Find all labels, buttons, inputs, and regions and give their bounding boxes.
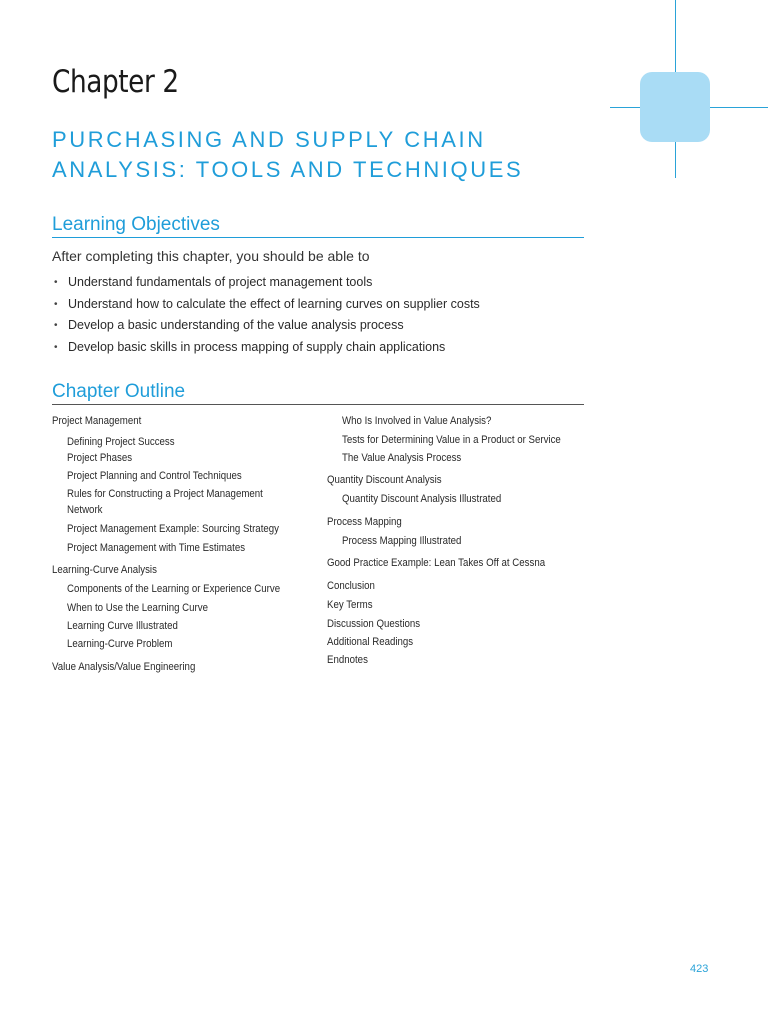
outline-subsection: Project Management with Time Estimates (67, 542, 246, 554)
outline-section: Key Terms (327, 599, 373, 611)
outline-subsection: Learning Curve Illustrated (67, 620, 178, 632)
objective-item: • Develop a basic understanding of the value analysis process (52, 315, 480, 337)
chapter-label: Chapter 2 (52, 64, 179, 100)
outline-section: Endnotes (327, 654, 368, 666)
outline-subsection: Project Planning and Control Techniques (67, 470, 242, 482)
chapter-outline-heading: Chapter Outline (52, 381, 584, 405)
page-number: 423 (690, 963, 709, 975)
outline-subsection: When to Use the Learning Curve (67, 602, 208, 614)
learning-objectives-heading: Learning Objectives (52, 214, 584, 238)
outline-subsection: The Value Analysis Process (342, 452, 462, 464)
outline-section: Good Practice Example: Lean Takes Off at Cessna (327, 557, 546, 569)
outline-section: Value Analysis/Value Engineering (52, 661, 196, 673)
outline-section: Additional Readings (327, 636, 414, 648)
objectives-intro: After completing this chapter, you should be able to (52, 248, 370, 264)
outline-section: Project Management (52, 415, 142, 427)
outline-subsection: Who Is Involved in Value Analysis? (342, 415, 492, 427)
outline-section: Conclusion (327, 580, 375, 592)
outline-subsection: Project Phases (67, 452, 133, 464)
objectives-list (52, 272, 480, 359)
outline-subsection: Learning-Curve Problem (67, 638, 173, 650)
outline-subsection: Project Management Example: Sourcing Strategy (67, 523, 279, 535)
outline-subsection: Components of the Learning or Experience Curve (67, 583, 281, 595)
outline-subsection: Tests for Determining Value in a Product or Service (342, 434, 561, 446)
objective-item: • Understand fundamentals of project management tools (52, 272, 480, 294)
outline-subsection: Quantity Discount Analysis Illustrated (342, 493, 502, 505)
decorative-rounded-square (640, 72, 710, 142)
outline-subsection: Process Mapping Illustrated (342, 535, 462, 547)
objective-item: • Develop basic skills in process mapping of supply chain applications (52, 337, 480, 359)
outline-subsection: Defining Project Success (67, 436, 175, 448)
objective-item: • Understand how to calculate the effect of learning curves on supplier costs (52, 294, 480, 316)
outline-subsection: Rules for Constructing a Project Management Network (67, 488, 263, 516)
outline-section: Learning-Curve Analysis (52, 564, 157, 576)
chapter-title: PURCHASING AND SUPPLY CHAIN ANALYSIS: TOOLS AND TECHNIQUES (52, 127, 524, 182)
outline-section: Quantity Discount Analysis (327, 474, 442, 486)
outline-section: Process Mapping (327, 516, 402, 528)
outline-section: Discussion Questions (327, 618, 421, 630)
